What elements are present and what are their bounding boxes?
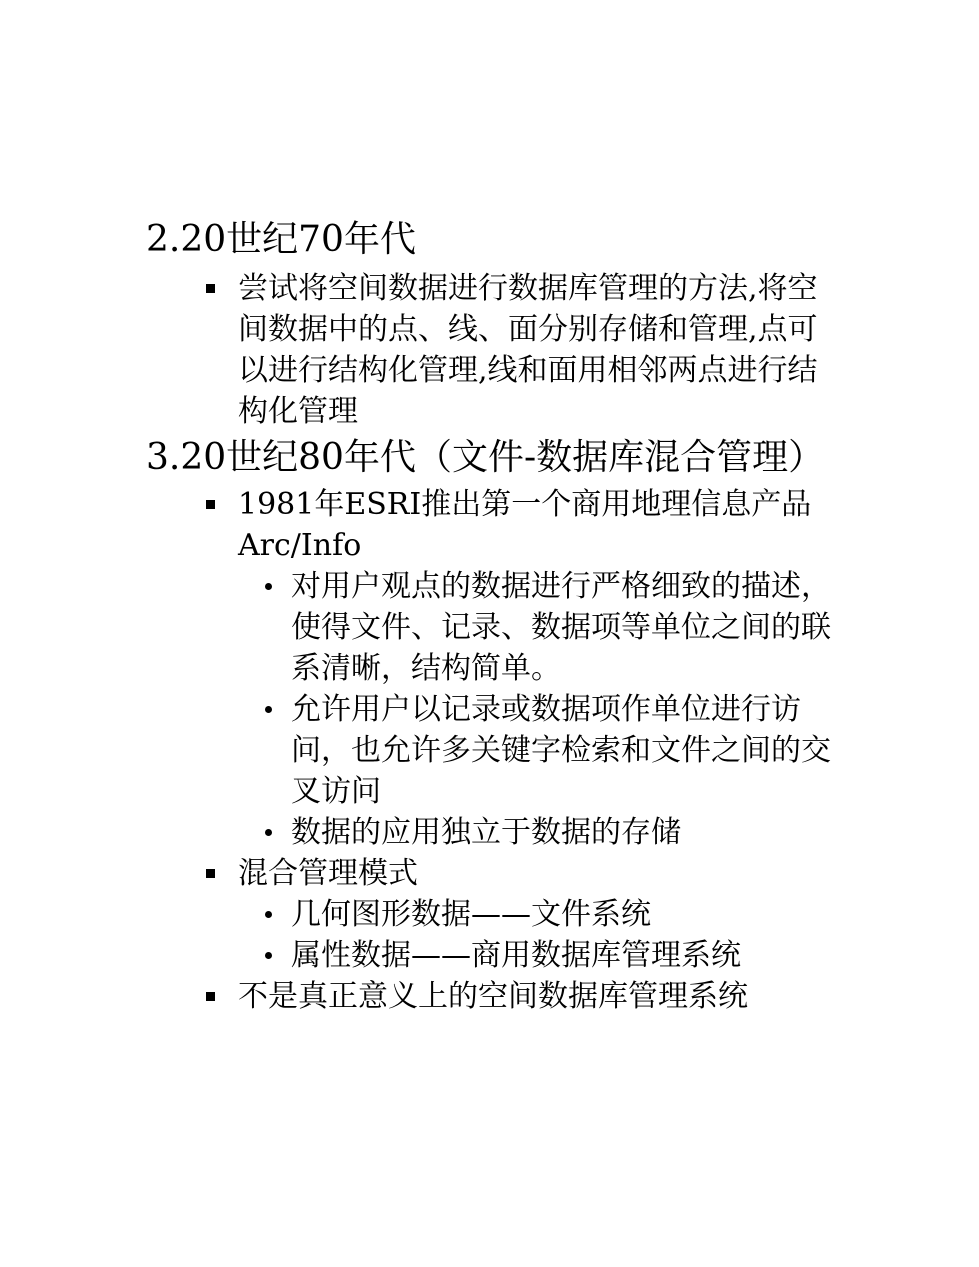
list-item-text: 不是真正意义上的空间数据库管理系统 [238, 979, 748, 1014]
square-bullet-icon [206, 992, 215, 1001]
square-bullet-icon [206, 284, 215, 293]
list-item [238, 976, 838, 1017]
list-item-text: 混合管理模式 [238, 856, 418, 891]
list-item [238, 853, 838, 894]
sub-list-item: 对用户观点的数据进行严格细致的描述，使得文件、记录、数据项等单位之间的联系清晰，结构简单。 [291, 569, 831, 686]
square-bullet-icon [206, 869, 215, 878]
round-bullet-icon [265, 706, 272, 713]
list-item [238, 268, 838, 432]
round-bullet-icon [265, 952, 272, 959]
round-bullet-icon [265, 583, 272, 590]
round-bullet-icon [265, 829, 272, 836]
sub-list-item: 允许用户以记录或数据项作单位进行访问，也允许多关键字检索和文件之间的交叉访问 [291, 692, 831, 809]
square-bullet-icon [206, 500, 215, 509]
section-heading-1980s: 3.20世纪80年代（文件-数据库混合管理） [146, 437, 825, 478]
sub-list-item: 几何图形数据——文件系统 [291, 897, 651, 932]
section-heading-1970s: 2.20世纪70年代 [146, 219, 416, 260]
sub-list-item: 数据的应用独立于数据的存储 [291, 815, 681, 850]
list-item-text: 尝试将空间数据进行数据库管理的方法,将空间数据中的点、线、面分别存储和管理,点可以进行结构化管理,线和面用相邻两点进行结构化管理 [238, 271, 818, 429]
list-item-text: 1981年ESRI推出第一个商用地理信息产品Arc/Info [238, 487, 812, 563]
round-bullet-icon [265, 911, 272, 918]
sub-list-item: 属性数据——商用数据库管理系统 [291, 938, 741, 973]
list-item [238, 484, 838, 566]
